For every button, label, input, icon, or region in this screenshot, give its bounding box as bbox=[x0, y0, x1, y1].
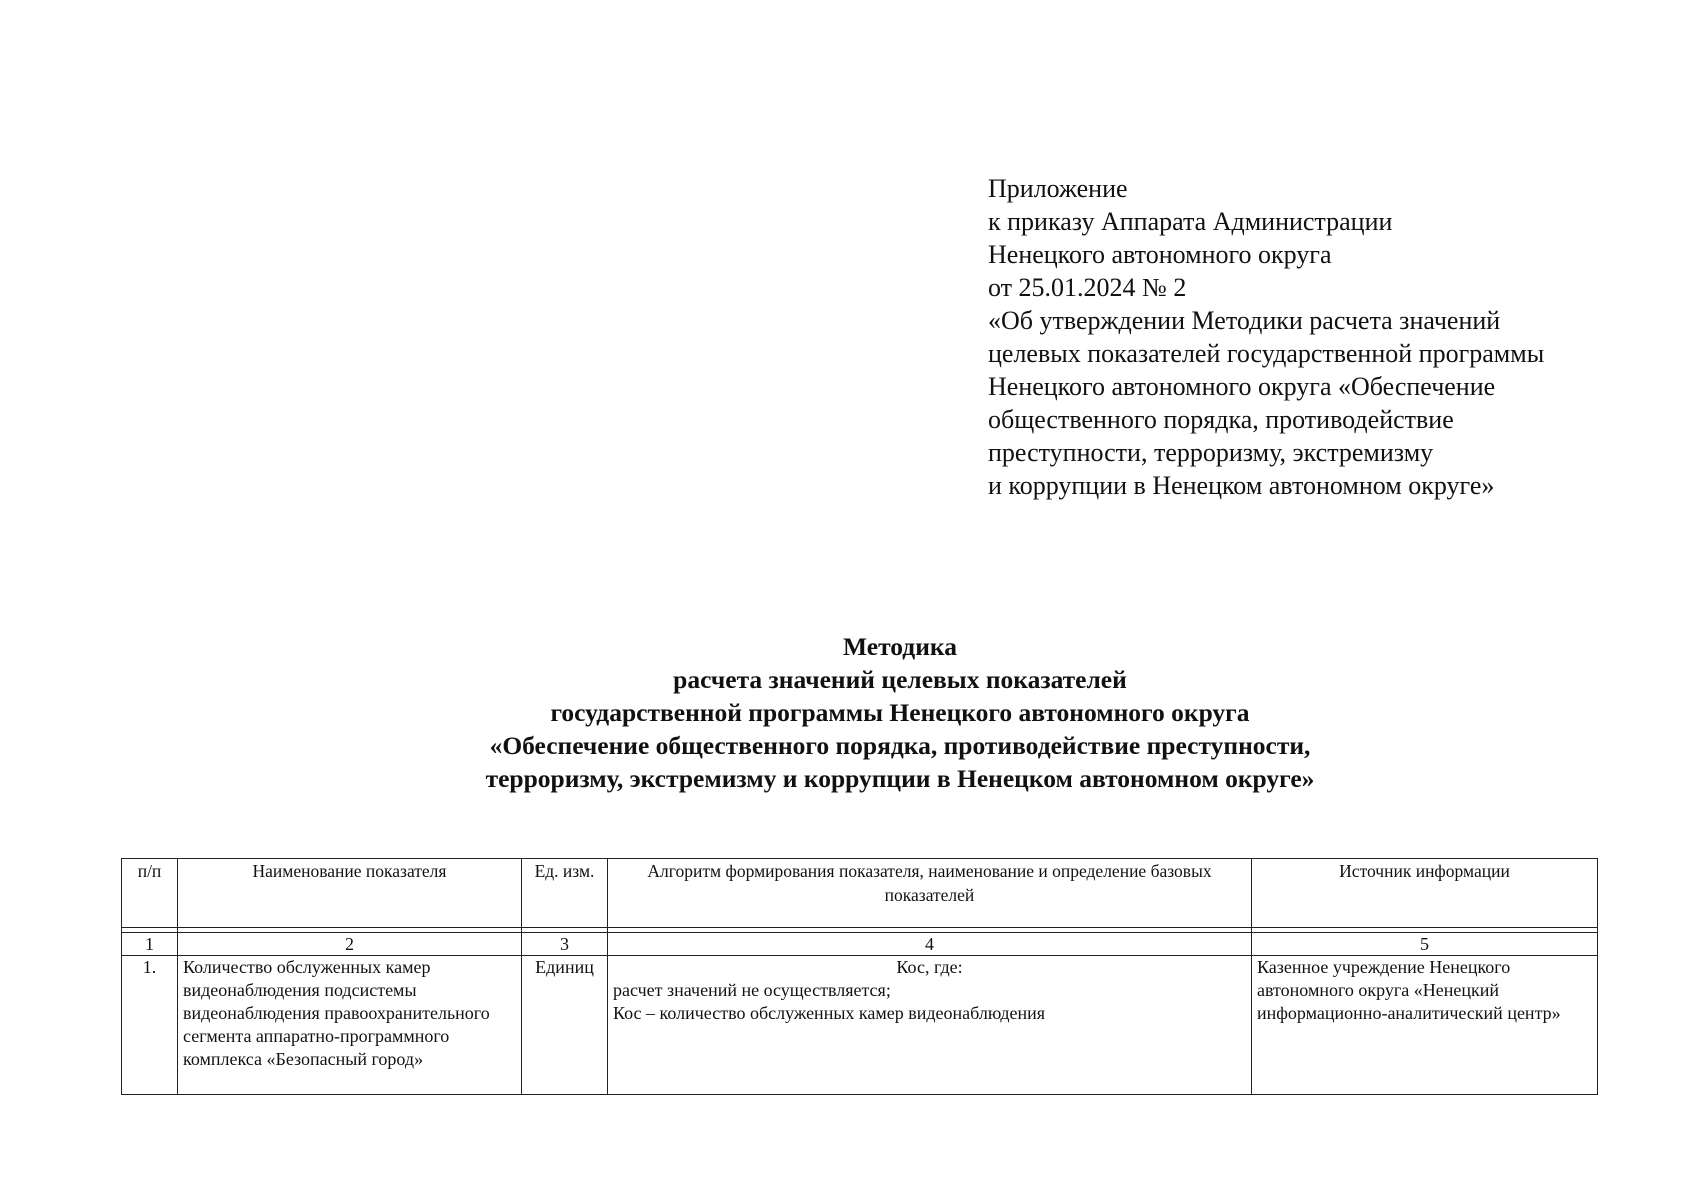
table-row bbox=[122, 956, 1598, 1095]
title-line: расчета значений целевых показателей bbox=[673, 665, 1127, 694]
header-cell-source: Источник информации bbox=[1252, 859, 1598, 928]
appendix-line: преступности, терроризму, экстремизму bbox=[988, 438, 1434, 467]
title-line: Методика bbox=[843, 632, 957, 661]
title-line: терроризму, экстремизму и коррупции в Ненецком автономном округе» bbox=[485, 764, 1315, 793]
column-number-cell: 4 bbox=[608, 933, 1252, 956]
column-number-cell: 3 bbox=[522, 933, 608, 956]
appendix-line: Ненецкого автономного округа «Обеспечение bbox=[988, 372, 1496, 401]
source-cell: Казенное учреждение Ненецкого автономного округа «Ненецкий информационно-аналитический центр» bbox=[1252, 956, 1598, 1095]
column-number-row bbox=[122, 933, 1598, 956]
table-header-row bbox=[122, 859, 1598, 928]
header-cell-number: п/п bbox=[122, 859, 178, 928]
algorithm-cell bbox=[608, 956, 1252, 1095]
row-number-cell: 1. bbox=[122, 956, 178, 1095]
appendix-line: общественного порядка, противодействие bbox=[988, 405, 1454, 434]
appendix-header bbox=[988, 172, 1628, 502]
indicator-table-wrapper bbox=[121, 858, 1597, 1095]
column-number-cell: 1 bbox=[122, 933, 178, 956]
algorithm-definition: Кос – количество обслуженных камер видеонаблюдения bbox=[613, 1003, 1046, 1023]
appendix-line: Ненецкого автономного округа bbox=[988, 240, 1332, 269]
header-cell-unit: Ед. изм. bbox=[522, 859, 608, 928]
indicator-table bbox=[121, 858, 1598, 1095]
indicator-name-cell: Количество обслуженных камер видеонаблюдения подсистемы видеонаблюдения правоохранительного сегмента аппаратно-программного комплекса «Безопасный город» bbox=[178, 956, 522, 1095]
appendix-line: к приказу Аппарата Администрации bbox=[988, 207, 1393, 236]
header-cell-name: Наименование показателя bbox=[178, 859, 522, 928]
appendix-line: и коррупции в Ненецком автономном округе» bbox=[988, 471, 1495, 500]
algorithm-text: расчет значений не осуществляется; bbox=[613, 980, 891, 1000]
unit-cell: Единиц bbox=[522, 956, 608, 1095]
appendix-line: «Об утверждении Методики расчета значений bbox=[988, 306, 1501, 335]
title-line: «Обеспечение общественного порядка, противодействие преступности, bbox=[489, 731, 1311, 760]
appendix-line: от 25.01.2024 № 2 bbox=[988, 273, 1187, 302]
column-number-cell: 5 bbox=[1252, 933, 1598, 956]
appendix-line: целевых показателей государственной программы bbox=[988, 339, 1545, 368]
appendix-line: Приложение bbox=[988, 174, 1128, 203]
algorithm-formula: Кос, где: bbox=[896, 957, 963, 977]
header-cell-algorithm: Алгоритм формирования показателя, наименование и определение базовых показателей bbox=[608, 859, 1252, 928]
title-line: государственной программы Ненецкого автономного округа bbox=[550, 698, 1250, 727]
document-title bbox=[0, 630, 1697, 795]
column-number-cell: 2 bbox=[178, 933, 522, 956]
